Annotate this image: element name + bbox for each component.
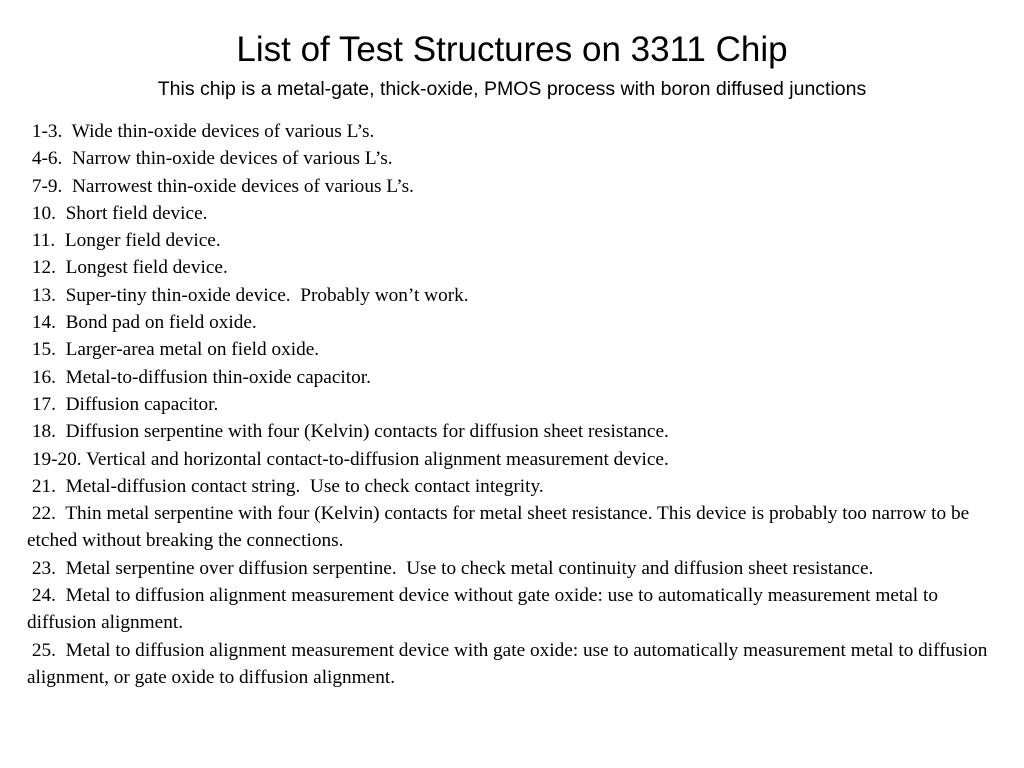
list-item: 17. Diffusion capacitor. <box>27 393 219 415</box>
slide-subtitle: This chip is a metal-gate, thick-oxide, PMOS process with boron diffused junctions <box>157 78 867 100</box>
list-item: 18. Diffusion serpentine with four (Kelvin) contacts for diffusion sheet resistance. <box>27 421 669 443</box>
list-item: 19-20. Vertical and horizontal contact-to-diffusion alignment measurement device. <box>27 448 669 470</box>
list-item: 24. Metal to diffusion alignment measurement device without gate oxide: use to automatically measurement metal to diffusion alignment. <box>27 585 943 634</box>
list-item: 11. Longer field device. <box>27 230 221 252</box>
list-item: 7-9. Narrowest thin-oxide devices of various L’s. <box>27 175 414 197</box>
list-item: 12. Longest field device. <box>27 257 228 279</box>
list-item: 4-6. Narrow thin-oxide devices of various L’s. <box>27 148 393 170</box>
list-item: 14. Bond pad on field oxide. <box>27 312 257 334</box>
list-item: 21. Metal-diffusion contact string. Use to check contact integrity. <box>27 475 544 497</box>
list-item: 25. Metal to diffusion alignment measurement device with gate oxide: use to automatically measurement metal to diffusion alignment, or gate oxide to diffusion alignment. <box>27 639 993 688</box>
list-item: 13. Super-tiny thin-oxide device. Probably won’t work. <box>27 284 469 306</box>
slide-title: List of Test Structures on 3311 Chip <box>236 30 788 69</box>
list-item: 1-3. Wide thin-oxide devices of various L’s. <box>27 121 375 142</box>
list-item: 16. Metal-to-diffusion thin-oxide capacitor. <box>27 366 371 388</box>
list-item: 10. Short field device. <box>27 202 208 224</box>
list-item: 15. Larger-area metal on field oxide. <box>27 339 320 361</box>
list-item: 23. Metal serpentine over diffusion serpentine. Use to check metal continuity and diffusion sheet resistance. <box>27 557 874 579</box>
test-structure-list <box>27 118 1002 691</box>
list-item: 22. Thin metal serpentine with four (Kelvin) contacts for metal sheet resistance. This device is probably too narrow to be etched without breaking the connections. <box>27 503 975 552</box>
